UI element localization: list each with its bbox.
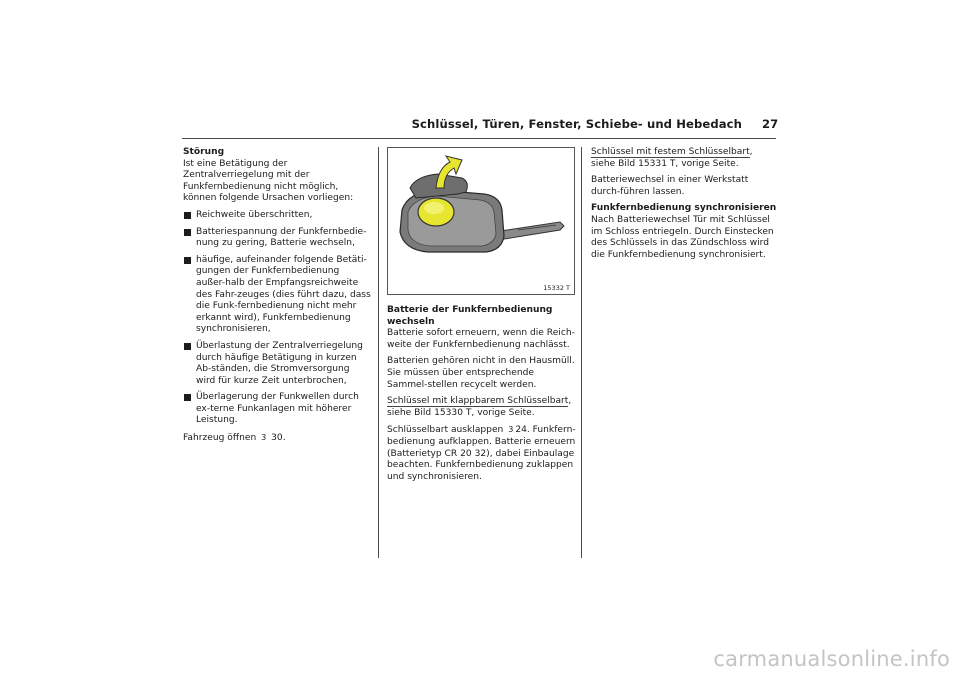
list-item-text: Überlagerung der Funkwellen durch ex-terne Funkanlagen mit höherer Leistung. [196, 392, 359, 426]
section-heading-sync: Funkfernbedienung synchronisieren [591, 203, 777, 214]
section-heading-battery: Batterie der Funkfernbedienung wechseln [387, 305, 553, 327]
bullet-square-icon [184, 257, 191, 264]
figure-label: 15332 T [543, 284, 570, 292]
intro-paragraph: Ist eine Betätigung der Zentralverriegelung mit der Funkfernbedienung nicht möglich, können folgende Ursachen vorliegen: [183, 158, 354, 204]
list-item [183, 255, 371, 336]
header-rule [182, 138, 776, 139]
key-illustration [388, 148, 574, 294]
list-item-text: Batteriespannung der Funkfernbedie-nung zu gering, Batterie wechseln, [196, 226, 367, 249]
middle-column [387, 305, 577, 488]
page-reference [183, 432, 371, 445]
page-header-title: Schlüssel, Türen, Fenster, Schiebe- und Hebedach [411, 117, 742, 131]
paragraph [591, 147, 777, 170]
bullet-square-icon [184, 394, 191, 401]
paragraph: Batterie sofort erneuern, wenn die Reich-weite der Funkfernbedienung nachlässt. [387, 328, 575, 350]
link-suffix-text: , siehe Bild 15330 T, vorige Seite. [387, 396, 572, 418]
bullet-square-icon [184, 212, 191, 219]
section-heading-stoerung: Störung [183, 147, 225, 157]
list-item [183, 210, 371, 222]
left-column [183, 147, 371, 450]
right-column [591, 147, 777, 266]
paragraph [387, 396, 577, 419]
link-fixed-key[interactable]: Schlüssel mit festem Schlüsselbart [591, 147, 750, 157]
reference-text: Fahrzeug öffnen [183, 433, 257, 444]
link-suffix-text: , siehe Bild 15331 T, vorige Seite. [591, 147, 753, 169]
paragraph: Nach Batteriewechsel Tür mit Schlüssel im Schloss entriegeln. Durch Einstecken des Schlüssels in das Zündschloss wird die Funkfernbedienung synchronisiert. [591, 214, 774, 260]
list-item [183, 341, 371, 387]
list-item [183, 392, 371, 427]
watermark: carmanualsonline.info [713, 647, 950, 671]
list-item-text: Überlastung der Zentralverriegelung durch häufige Betätigung in kurzen Ab-ständen, die Stromversorgung wird für kurze Zeit unterbrochen, [196, 340, 363, 386]
paragraph-text: Schlüsselbart ausklappen [387, 425, 504, 436]
page-ref-arrow-icon: 3 [508, 425, 514, 435]
key-blade [494, 222, 564, 240]
column-divider-left [378, 147, 379, 558]
page-number: 27 [762, 117, 779, 131]
list-item-text: häufige, aufeinander folgende Betäti-gungen der Funkfernbedienung außer-halb der Empfangsreichweite des Fahr-zeuges (dies führt dazu, dass die Funk-fernbedienung nicht mehr erkannt wird), Funkfernbedienung synchronisieren, [196, 254, 371, 335]
paragraph: Batterien gehören nicht in den Hausmüll. Sie müssen über entsprechende Sammel-stellen recycelt werden. [387, 356, 575, 390]
cause-list [183, 210, 371, 427]
bullet-square-icon [184, 343, 191, 350]
bullet-square-icon [184, 229, 191, 236]
paragraph [387, 424, 577, 483]
page-ref-arrow-icon: 3 [261, 433, 267, 443]
list-item-text: Reichweite überschritten, [196, 209, 313, 220]
key-battery-figure [387, 147, 575, 295]
paragraph: Batteriewechsel in einer Werkstatt durch-führen lassen. [591, 175, 749, 197]
reference-page: 30. [271, 433, 286, 444]
list-item [183, 227, 371, 250]
paragraph-text: 24. Funkfern-bedienung aufklappen. Batterie erneuern (Batterietyp CR 20 32), dabei Einbaulage beachten. Funkfernbedienung zuklappen und synchronisieren. [387, 425, 576, 482]
link-folding-key[interactable]: Schlüssel mit klappbarem Schlüsselbart [387, 396, 569, 407]
column-divider-right [581, 147, 582, 558]
